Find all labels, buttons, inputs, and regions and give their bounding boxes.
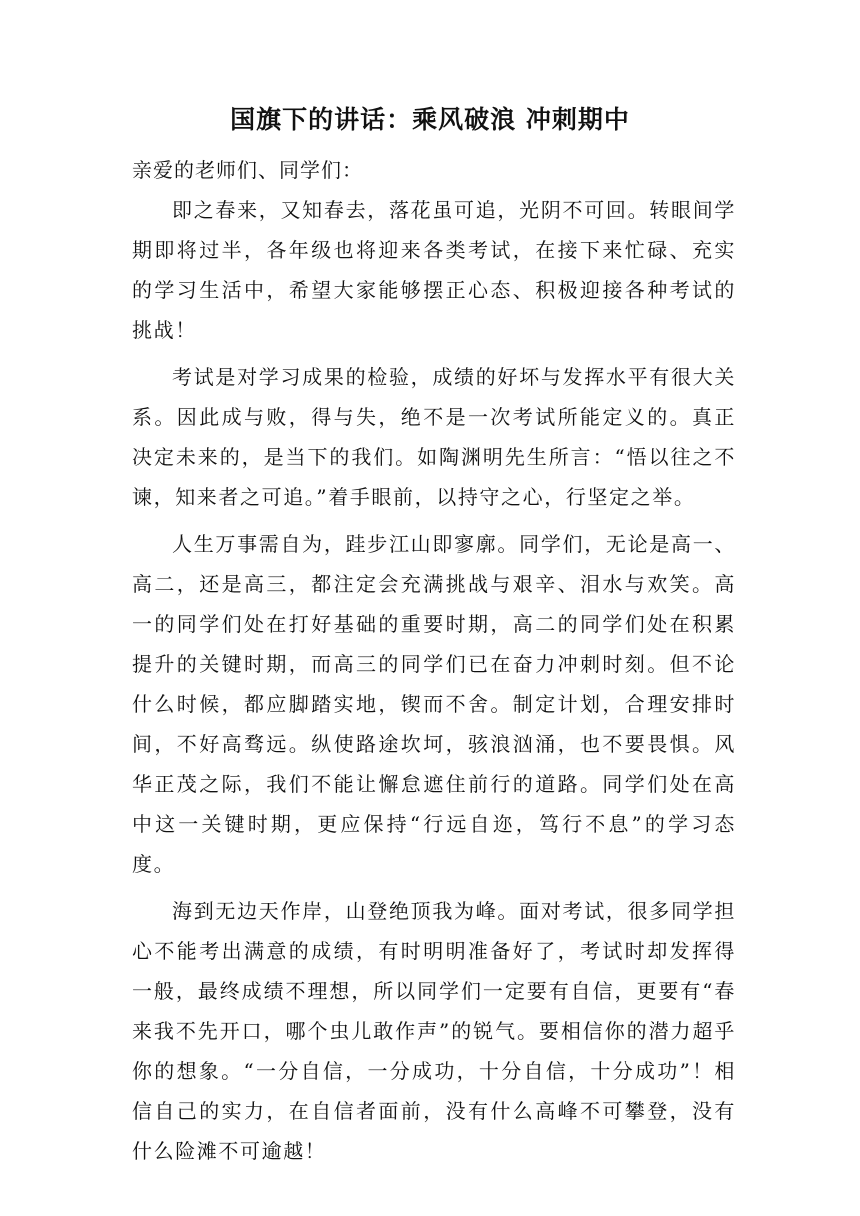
page-title: 国旗下的讲话：乘风破浪 冲刺期中 bbox=[230, 105, 630, 134]
paragraph-3: 人生万事需自为，跬步江山即寥廓。同学们，无论是高一、高二，还是高三，都注定会充满挑战与艰辛、泪水与欢笑。高一的同学们处在打好基础的重要时期，高二的同学们处在积累提升的关键时期，而高三的同学们已在奋力冲刺时刻。但不论什么时候，都应脚踏实地，锲而不舍。制定计划，合理安排时间，不好高骛远。纵使路途坎坷，骇浪汹涌，也不要畏惧。风华正茂之际，我们不能让懈怠遮住前行的道路。同学们处在高中这一关键时期，更应保持“行远自迩，笃行不息”的学习态度。 bbox=[132, 532, 736, 876]
paragraph-1: 即之春来，又知春去，落花虽可追，光阴不可回。转眼间学期即将过半，各年级也将迎来各类考试，在接下来忙碌、充实的学习生活中，希望大家能够摆正心态、积极迎接各种考试的挑战！ bbox=[132, 198, 736, 342]
paragraph-2: 考试是对学习成果的检验，成绩的好坏与发挥水平有很大关系。因此成与败，得与失，绝不是一次考试所能定义的。真正决定未来的，是当下的我们。如陶渊明先生所言：“悟以往之不谏，知来者之可追。”着手眼前，以持守之心，行坚定之举。 bbox=[132, 365, 736, 509]
paragraph-4: 海到无边天作岸，山登绝顶我为峰。面对考试，很多同学担心不能考出满意的成绩，有时明明准备好了，考试时却发挥得一般，最终成绩不理想，所以同学们一定要有自信，更要有“春来我不先开口，哪个虫儿敢作声”的锐气。要相信你的潜力超乎你的想象。“一分自信，一分成功，十分自信，十分成功”！相信自己的实力，在自信者面前，没有什么高峰不可攀登，没有什么险滩不可逾越！ bbox=[132, 899, 736, 1163]
salutation: 亲爱的老师们、同学们： bbox=[132, 158, 363, 182]
speech-body bbox=[132, 190, 736, 1178]
